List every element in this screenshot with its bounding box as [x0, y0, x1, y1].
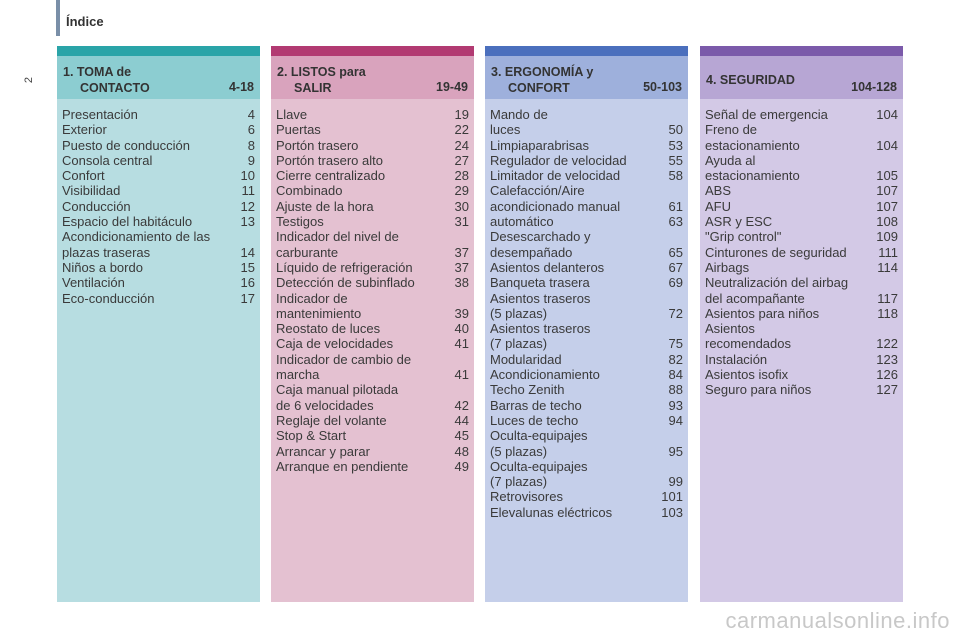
toc-entry-page: 50 — [668, 122, 683, 138]
toc-entry-title: Señal de emergencia — [705, 107, 828, 122]
toc-entry-title: Limpiaparabrisas — [490, 137, 589, 153]
toc-entry[interactable] — [276, 336, 470, 351]
section-column-2 — [271, 46, 474, 594]
toc-entry-page: 11 — [241, 183, 255, 199]
toc-entry[interactable] — [705, 260, 899, 275]
toc-entry[interactable] — [276, 107, 470, 122]
toc-entry-title: Detección de subinflado — [276, 275, 415, 291]
header-accent-bar — [56, 0, 60, 36]
toc-entry-title: Asientos delanteros — [490, 259, 605, 275]
toc-entry-page: 49 — [454, 458, 469, 474]
toc-entry[interactable] — [62, 260, 256, 275]
toc-entry-title: Ventilación — [62, 275, 125, 291]
toc-entry-page: 55 — [668, 152, 683, 168]
toc-entry[interactable] — [62, 122, 256, 137]
toc-entry-title: Cierre centralizado — [276, 168, 386, 184]
toc-entry[interactable] — [62, 275, 256, 290]
section-title-line1: 1. TOMA de — [63, 65, 132, 79]
toc-entry[interactable] — [276, 168, 470, 183]
toc-entry-page: 27 — [454, 152, 469, 168]
toc-entry-page: 117 — [877, 290, 898, 306]
toc-entry-page: 103 — [661, 504, 683, 520]
toc-entry[interactable] — [490, 398, 684, 413]
toc-entry-title: Ayuda al estacionamiento — [705, 152, 800, 184]
toc-entry-title: Cinturones de seguridad — [705, 244, 847, 260]
toc-entry-title: Barras de techo — [490, 397, 582, 413]
toc-entry[interactable] — [705, 229, 899, 244]
toc-entry-page: 104 — [876, 107, 898, 122]
toc-entry-title: Consola central — [62, 152, 153, 168]
toc-entry-page: 4 — [247, 107, 255, 122]
toc-entry-page: 39 — [454, 305, 469, 321]
toc-entry-title: Llave — [276, 107, 308, 122]
toc-entry[interactable] — [276, 122, 470, 137]
toc-entry-title: Luces de techo — [490, 412, 579, 428]
toc-entry-page: 16 — [240, 275, 255, 291]
section-header[interactable] — [700, 56, 903, 99]
toc-entry-page: 40 — [454, 321, 469, 337]
toc-entry[interactable] — [490, 459, 684, 490]
toc-entry[interactable] — [705, 199, 899, 214]
toc-entry[interactable] — [62, 153, 256, 168]
toc-entry-page: 82 — [668, 351, 683, 367]
toc-entry[interactable] — [276, 444, 470, 459]
toc-entry-title: Modularidad — [490, 351, 562, 367]
toc-entry[interactable] — [490, 275, 684, 290]
toc-entry-page: 22 — [454, 122, 469, 138]
toc-entry[interactable] — [62, 214, 256, 229]
toc-entry-page: 61 — [668, 198, 683, 214]
toc-entry-page: 109 — [876, 229, 898, 245]
toc-entry[interactable] — [62, 291, 256, 306]
toc-entry-title: Stop & Start — [276, 428, 347, 444]
toc-entry[interactable] — [276, 214, 470, 229]
toc-entry-title: Indicador del nivel de carburante — [276, 229, 399, 260]
toc-entry-page: 13 — [240, 214, 255, 230]
toc-entry[interactable] — [705, 382, 899, 397]
toc-entry[interactable] — [276, 183, 470, 198]
toc-entry-title: Calefacción/Aire acondicionado manual — [490, 183, 621, 214]
toc-entry[interactable] — [705, 321, 899, 352]
toc-entry-page: 75 — [668, 336, 683, 352]
toc-entry[interactable] — [276, 138, 470, 153]
toc-entry-page: 69 — [668, 275, 683, 291]
toc-entry-page: 65 — [668, 244, 683, 260]
toc-entry[interactable] — [490, 214, 684, 229]
toc-entry-page: 122 — [876, 336, 898, 352]
toc-entry-page: 118 — [877, 305, 898, 321]
toc-entry-title: Asientos traseros (7 plazas) — [490, 321, 591, 352]
toc-entry[interactable] — [490, 382, 684, 397]
toc-entry-page: 45 — [454, 428, 469, 444]
section-title-line2: SALIR — [294, 81, 332, 95]
toc-entry-title: Desescarchado y desempañado — [490, 229, 591, 260]
toc-entry-page: 48 — [454, 443, 469, 459]
toc-entry-page: 84 — [668, 367, 683, 383]
toc-entry-title: Regulador de velocidad — [490, 152, 627, 168]
toc-entry[interactable] — [276, 321, 470, 336]
toc-entry[interactable] — [705, 214, 899, 229]
section-title-line1: 2. LISTOS para — [277, 65, 366, 79]
toc-entry[interactable] — [490, 321, 684, 352]
toc-entry-title: Líquido de refrigeración — [276, 259, 413, 275]
toc-entry-title: Retrovisores — [490, 489, 563, 505]
toc-entry-title: Techo Zenith — [490, 382, 565, 398]
toc-entry[interactable] — [276, 382, 470, 413]
toc-entry-page: 99 — [668, 474, 683, 490]
toc-entry[interactable] — [276, 199, 470, 214]
toc-entry[interactable] — [705, 183, 899, 198]
toc-entry[interactable] — [276, 459, 470, 474]
toc-entry-title: Elevalunas eléctricos — [490, 504, 613, 520]
toc-entry[interactable] — [490, 352, 684, 367]
toc-entry[interactable] — [62, 199, 256, 214]
toc-entry-page: 14 — [240, 244, 255, 260]
toc-entry[interactable] — [62, 229, 256, 260]
toc-entry-page: 15 — [240, 259, 255, 275]
toc-entry-title: Conducción — [62, 198, 131, 214]
toc-entry-title: Seguro para niños — [705, 382, 812, 398]
toc-entry-page: 44 — [454, 412, 469, 428]
toc-entry[interactable] — [490, 291, 684, 322]
toc-entry-page: 19 — [454, 107, 469, 122]
toc-entry-title: Exterior — [62, 122, 107, 138]
toc-entry-page: 30 — [454, 198, 469, 214]
toc-entry-page: 111 — [878, 244, 898, 260]
toc-entry-title: Acondicionamiento de las plazas traseras — [62, 229, 211, 260]
toc-entry[interactable] — [705, 122, 899, 153]
toc-entry-title: Banqueta trasera — [490, 275, 590, 291]
toc-entry[interactable] — [276, 413, 470, 428]
toc-entry[interactable] — [276, 229, 470, 260]
toc-entry[interactable] — [490, 138, 684, 153]
toc-entry[interactable] — [490, 153, 684, 168]
toc-entry-page: 28 — [454, 168, 469, 184]
toc-entry[interactable] — [705, 245, 899, 260]
section-color-band — [700, 46, 903, 56]
toc-entry-page: 123 — [876, 351, 898, 367]
toc-entry-title: Acondicionamiento — [490, 367, 600, 383]
section-title-line2: CONTACTO — [80, 81, 150, 95]
toc-entry-page: 88 — [668, 382, 683, 398]
section-entry-list — [700, 99, 903, 602]
toc-entry-page: 6 — [247, 122, 255, 138]
toc-entry-page: 12 — [240, 198, 255, 214]
toc-entry[interactable] — [490, 413, 684, 428]
toc-entry-title: Portón trasero — [276, 137, 359, 153]
toc-entry-title: Neutralización del airbag del acompañante — [705, 275, 849, 306]
toc-entry-page: 108 — [876, 214, 898, 230]
toc-entry-page: 53 — [668, 137, 683, 153]
toc-entry-title: Caja manual pilotada de 6 velocidades — [276, 382, 399, 413]
toc-entry-page: 8 — [247, 137, 255, 153]
toc-entry[interactable] — [705, 107, 899, 122]
toc-entry-title: Airbags — [705, 259, 750, 275]
section-color-band — [57, 46, 260, 56]
toc-entry[interactable] — [490, 489, 684, 504]
toc-entry[interactable] — [276, 428, 470, 443]
section-color-band — [271, 46, 474, 56]
toc-entry-title: Asientos recomendados — [705, 321, 791, 352]
watermark-text: carmanualsonline.info — [725, 608, 950, 633]
toc-entry-title: ASR y ESC — [705, 214, 773, 230]
toc-entry-page: 126 — [876, 367, 898, 383]
toc-entry-page: 63 — [668, 214, 683, 230]
toc-entry-title: Arranque en pendiente — [276, 458, 409, 474]
toc-entry-page: 105 — [876, 168, 898, 184]
toc-entry-title: Freno de estacionamiento — [705, 122, 800, 153]
toc-entry[interactable] — [276, 260, 470, 275]
toc-entry-page: 95 — [668, 443, 683, 459]
toc-entry[interactable] — [490, 260, 684, 275]
toc-entry-title: Portón trasero alto — [276, 152, 383, 168]
toc-entry-page: 127 — [876, 382, 898, 398]
toc-entry-title: Ajuste de la hora — [276, 198, 374, 214]
toc-entry[interactable] — [276, 275, 470, 290]
toc-entry-title: Confort — [62, 168, 105, 184]
toc-entry-page: 9 — [247, 152, 255, 168]
toc-entry[interactable] — [490, 229, 684, 260]
toc-entry-page: 41 — [454, 367, 469, 383]
toc-entry-title: Caja de velocidades — [276, 336, 394, 352]
toc-entry-page: 10 — [240, 168, 255, 184]
toc-entry-title: Reostato de luces — [276, 321, 381, 337]
toc-entry-page: 107 — [876, 198, 898, 214]
toc-entry-page: 72 — [668, 305, 683, 321]
toc-entry-page: 41 — [454, 336, 469, 352]
toc-entry-page: 31 — [454, 214, 469, 230]
toc-entry[interactable] — [490, 183, 684, 214]
section-entry-list — [271, 99, 474, 602]
page-title: Índice — [66, 14, 104, 29]
toc-entry-title: Oculta-equipajes (5 plazas) — [490, 428, 588, 459]
toc-entry[interactable] — [705, 275, 899, 306]
toc-entry-title: ABS — [705, 183, 732, 199]
toc-entry-page: 37 — [454, 244, 469, 260]
toc-entry[interactable] — [490, 367, 684, 382]
toc-entry-title: AFU — [705, 198, 731, 214]
toc-entry-page: 93 — [668, 397, 683, 413]
toc-entry[interactable] — [62, 138, 256, 153]
toc-entry-title: Puertas — [276, 122, 321, 138]
toc-entry-page: 29 — [454, 183, 469, 199]
toc-entry-page: 67 — [668, 259, 683, 275]
toc-entry-page: 42 — [454, 397, 469, 413]
section-column-4 — [700, 46, 903, 594]
section-page-range: 104-128 — [851, 80, 897, 94]
toc-entry-title: Asientos para niños — [705, 305, 820, 321]
toc-entry[interactable] — [276, 153, 470, 168]
toc-entry-title: "Grip control" — [705, 229, 782, 245]
section-title-line1: 4. SEGURIDAD — [706, 73, 795, 87]
toc-entry-title: Oculta-equipajes (7 plazas) — [490, 458, 588, 490]
toc-entry-title: Arrancar y parar — [276, 443, 370, 459]
toc-entry-page: 37 — [454, 259, 469, 275]
toc-entry-title: Testigos — [276, 214, 324, 230]
toc-entry-title: Indicador de mantenimiento — [276, 290, 362, 321]
toc-entry-title: Visibilidad — [62, 183, 121, 199]
toc-entry-page: 17 — [240, 290, 255, 306]
toc-entry-title: Asientos traseros (5 plazas) — [490, 290, 591, 321]
section-entry-list — [485, 99, 688, 602]
toc-entry-title: automático — [490, 214, 554, 230]
section-page-range: 19-49 — [436, 80, 468, 94]
toc-entry[interactable] — [490, 168, 684, 183]
toc-entry-title: Mando de luces — [490, 107, 548, 138]
toc-entry[interactable] — [705, 306, 899, 321]
toc-entry-page: 94 — [668, 412, 683, 428]
toc-entry-title: Espacio del habitáculo — [62, 214, 193, 230]
toc-entry-page: 58 — [668, 168, 683, 184]
toc-entry-page: 104 — [876, 137, 898, 153]
toc-entry-title: Instalación — [705, 351, 768, 367]
toc-entry-title: Combinado — [276, 183, 343, 199]
section-page-range: 4-18 — [228, 80, 254, 94]
toc-entry[interactable] — [705, 367, 899, 382]
section-header[interactable] — [485, 56, 688, 99]
toc-entry-title: Puesto de conducción — [62, 137, 190, 153]
section-header[interactable] — [57, 56, 260, 99]
page-number: 2 — [23, 76, 36, 84]
section-color-band — [485, 46, 688, 56]
section-entry-list — [57, 99, 260, 602]
toc-entry-title: Eco-conducción — [62, 290, 155, 306]
toc-entry[interactable] — [705, 352, 899, 367]
toc-entry[interactable] — [490, 428, 684, 459]
toc-entry-page: 107 — [876, 183, 898, 199]
toc-entry-page: 24 — [454, 137, 469, 153]
toc-entry[interactable] — [276, 352, 470, 383]
toc-entry[interactable] — [62, 107, 256, 122]
section-title-line2: CONFORT — [508, 81, 570, 95]
toc-entry-title: Limitador de velocidad — [490, 168, 621, 184]
toc-entry-title: Niños a bordo — [62, 259, 143, 275]
toc-entry-title: Presentación — [62, 107, 138, 122]
toc-entry[interactable] — [490, 505, 684, 520]
toc-entry-page: 38 — [454, 275, 469, 291]
toc-entry-title: Indicador de cambio de marcha — [276, 351, 412, 383]
toc-entry[interactable] — [705, 153, 899, 184]
toc-entry[interactable] — [62, 168, 256, 183]
toc-entry-page: 114 — [877, 259, 898, 275]
toc-entry[interactable] — [62, 183, 256, 198]
section-title-line1: 3. ERGONOMÍA y — [491, 65, 594, 79]
section-page-range: 50-103 — [643, 80, 682, 94]
toc-entry-title: Reglaje del volante — [276, 412, 387, 428]
toc-entry[interactable] — [490, 107, 684, 138]
toc-entry-page: 101 — [661, 489, 683, 505]
toc-entry-title: Asientos isofix — [705, 367, 789, 383]
section-header[interactable] — [271, 56, 474, 99]
section-column-1 — [57, 46, 260, 594]
toc-entry[interactable] — [276, 291, 470, 322]
section-column-3 — [485, 46, 688, 594]
